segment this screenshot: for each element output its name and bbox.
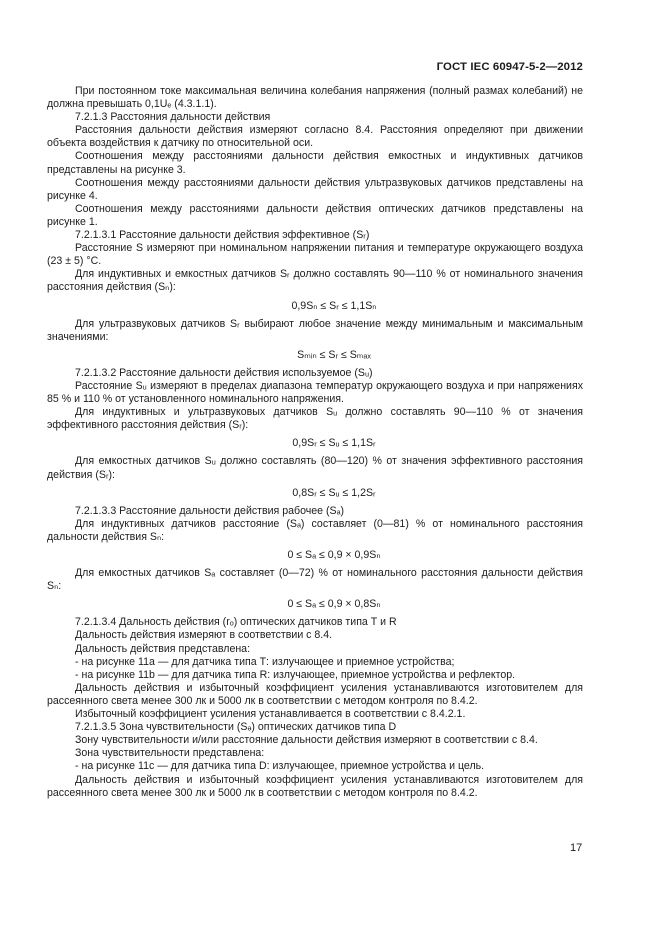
formula: 0 ≤ Sₐ ≤ 0,9 × 0,8Sₙ [287, 598, 381, 611]
paragraph: Для емкостных датчиков Sₐ составляет (0—72) % от номинального расстояния дальности действия Sₙ: [47, 567, 583, 593]
formula: Sₘᵢₙ ≤ Sᵣ ≤ Sₘₐₓ [297, 348, 371, 361]
paragraph: Дальность действия и избыточный коэффициент усиления устанавливаются изготовителем для рассеянного света менее 300 лк и 5000 лк в соответствии с методом контроля по 8.4.2. [47, 681, 583, 707]
paragraph: Соотношения между расстояниями дальности действия емкостных и индуктивных датчиков представлены на рисунке 3. [47, 150, 583, 176]
page-number: 17 [570, 842, 583, 854]
paragraph: Зону чувствительности и/или расстояние дальности действия измеряют в соответствии с 8.4. [75, 734, 538, 747]
paragraph: Расстояние S измеряют при номинальном напряжении питания и температуре окружающего воздуха (23 ± 5) °С. [47, 242, 583, 268]
section-heading: 7.2.1.3.5 Зона чувствительности (Sₔ) оптических датчиков типа D [75, 721, 397, 734]
section-heading: 7.2.1.3.3 Расстояние дальности действия рабочее (Sₐ) [75, 504, 345, 517]
paragraph: Дальность действия измеряют в соответствии с 8.4. [75, 629, 333, 642]
formula: 0,8Sᵣ ≤ Sᵤ ≤ 1,2Sᵣ [292, 486, 376, 499]
paragraph: Расстояние Sᵤ измеряют в пределах диапазона температур окружающего воздуха и при напряжениях 85 % и 110 % от установленного номинального напряжения. [47, 379, 583, 406]
standard-header: ГОСТ IEC 60947-5-2—2012 [436, 61, 583, 73]
list-item: - на рисунке 11а — для датчика типа Т: излучающее и приемное устройства; [75, 655, 455, 668]
paragraph: Избыточный коэффициент усиления устанавливается в соответствии с 8.4.2.1. [75, 708, 466, 721]
section-heading: 7.2.1.3.2 Расстояние дальности действия используемое (Sᵤ) [75, 366, 373, 379]
paragraph: Дальность действия и избыточный коэффициент усиления устанавливаются изготовителем для рассеянного света менее 300 лк и 5000 лк в соответствии с методом контроля по 8.4.2. [47, 773, 583, 799]
paragraph: Для индуктивных датчиков расстояние (Sₐ) составляет (0—81) % от номинального расстояния дальности действия Sₙ: [47, 517, 583, 543]
paragraph: Соотношения между расстояниями дальности действия оптических датчиков представлены на рисунке 1. [47, 202, 583, 228]
section-heading: 7.2.1.3.1 Расстояние дальности действия эффективное (Sᵣ) [75, 229, 370, 242]
paragraph: Расстояния дальности действия измеряют согласно 8.4. Расстояния определяют при движении объекта воздействия к датчику по относительной оси. [47, 124, 583, 150]
section-heading: 7.2.1.3.4 Дальность действия (rₒ) оптических датчиков типа Т и R [75, 616, 397, 629]
formula: 0,9Sᵣ ≤ Sᵤ ≤ 1,1Sᵣ [292, 437, 376, 450]
formula: 0,9Sₙ ≤ Sᵣ ≤ 1,1Sₙ [291, 299, 377, 312]
paragraph: Для индуктивных и емкостных датчиков Sᵣ должно составлять 90—110 % от номинального значения расстояния действия (Sₙ): [47, 268, 583, 294]
list-item: - на рисунке 11с — для датчика типа D: излучающее, приемное устройства и цель. [75, 760, 485, 773]
paragraph: Соотношения между расстояниями дальности действия ультразвуковых датчиков представлены на рисунке 4. [47, 176, 583, 202]
paragraph: Для емкостных датчиков Sᵤ должно составлять (80—120) % от значения эффективного расстояния действия (Sᵣ): [47, 455, 583, 481]
section-heading: 7.2.1.3 Расстояния дальности действия [75, 111, 271, 124]
list-item: - на рисунке 11b — для датчика типа R: излучающее, приемное устройства и рефлектор. [75, 668, 516, 681]
paragraph: При постоянном токе максимальная величина колебания напряжения (полный размах колебаний) не должна превышать 0,1Uₑ (4.3.1.1). [47, 85, 583, 111]
paragraph: Для ультразвуковых датчиков Sᵣ выбирают любое значение между минимальным и максимальным значениями: [47, 317, 583, 343]
paragraph: Дальность действия представлена: [75, 642, 251, 655]
paragraph: Для индуктивных и ультразвуковых датчиков Sᵤ должно составлять 90—110 % от значения эффективного расстояния действия (Sᵣ): [47, 406, 583, 432]
page-body [47, 85, 583, 800]
formula: 0 ≤ Sₐ ≤ 0,9 × 0,9Sₙ [287, 549, 381, 561]
paragraph: Зона чувствительности представлена: [75, 747, 265, 760]
